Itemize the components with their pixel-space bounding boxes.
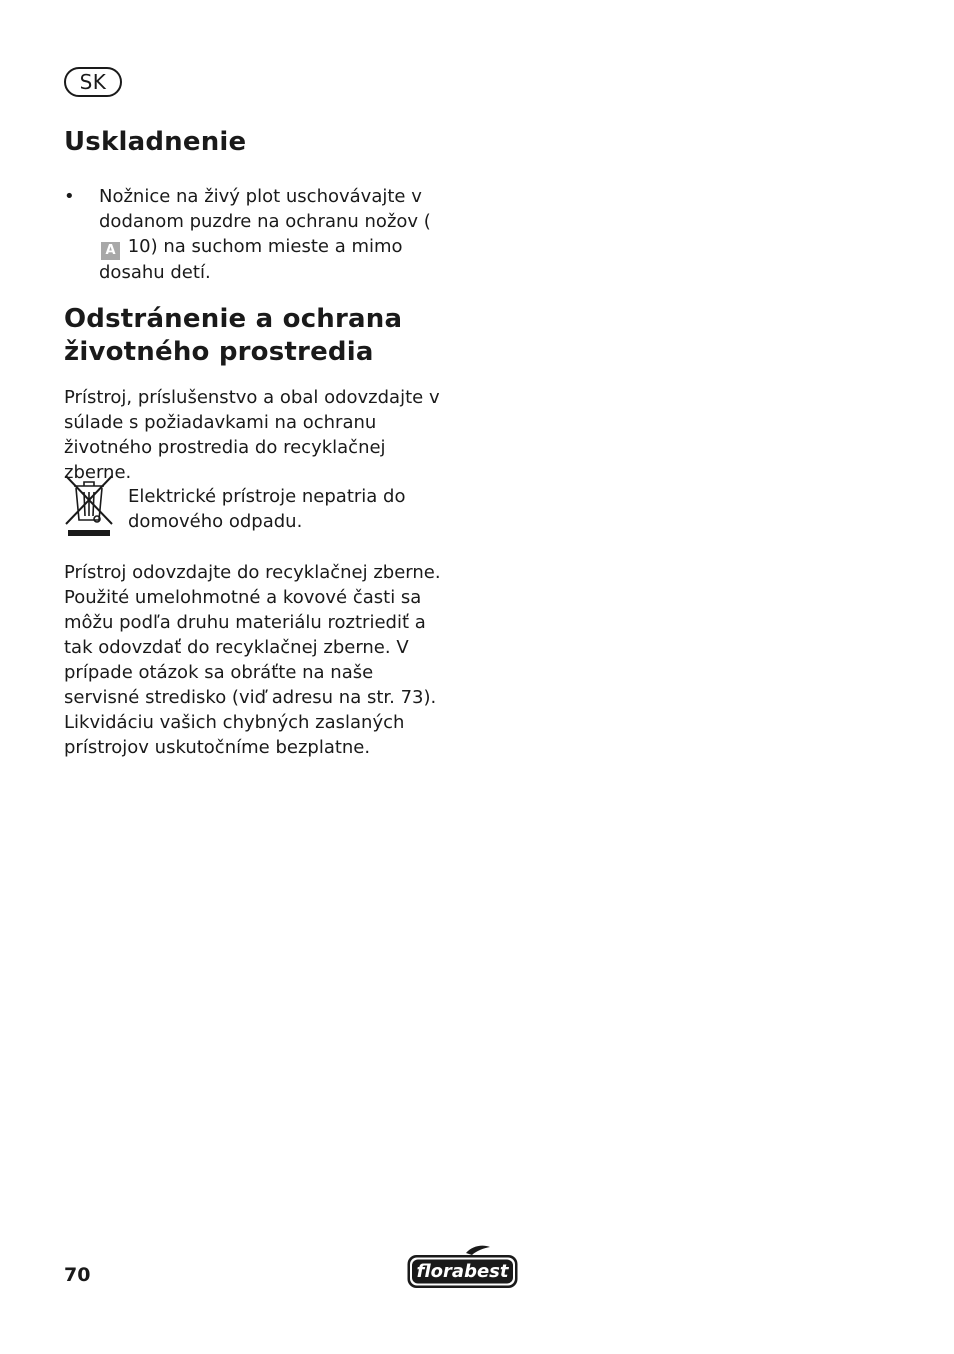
disposal-final-line2: Použité umelohmotné a kovové časti sa môžu podľa druhu materiálu roztriediť a tak odovzdať do recyklačnej zberne. V prípade otázok sa obráťte na naše servisné stredisko (viď adresu na str. 73).	[64, 587, 437, 708]
disposal-heading	[64, 303, 464, 369]
disposal-final	[64, 560, 449, 760]
disposal-intro: Prístroj, príslušenstvo a obal odovzdajte v súlade s požiadavkami na ochranu životného prostredia do recyklačnej zberne.	[64, 387, 440, 483]
language-badge: SK	[64, 67, 122, 97]
brand-name: florabest	[416, 1261, 509, 1282]
page-number: 70	[64, 1264, 91, 1286]
crossed-bin-icon	[64, 472, 114, 538]
storage-text-part2: 10) na suchom mieste a mimo dosahu detí.	[99, 236, 403, 283]
disposal-final-line1: Prístroj odovzdajte do recyklačnej zberne.	[64, 562, 441, 583]
weee-notice	[64, 472, 449, 542]
weee-note-text: Elektrické prístroje nepatria do domového odpadu.	[128, 486, 406, 532]
disposal-heading-line2: životného prostredia	[64, 337, 374, 367]
florabest-logo	[406, 1244, 519, 1290]
bullet-symbol: •	[64, 186, 75, 207]
figure-ref-badge: A	[101, 242, 120, 260]
disposal-final-line3: Likvidáciu vašich chybných zaslaných prístrojov uskutočníme bezplatne.	[64, 712, 405, 758]
storage-bullet	[64, 184, 449, 285]
storage-bullet-text	[99, 184, 449, 285]
disposal-heading-line1: Odstránenie a ochrana	[64, 304, 403, 334]
storage-heading: Uskladnenie	[64, 127, 247, 157]
storage-text-part1: Nožnice na živý plot uschovávajte v dodanom puzdre na ochranu nožov (	[99, 186, 431, 232]
